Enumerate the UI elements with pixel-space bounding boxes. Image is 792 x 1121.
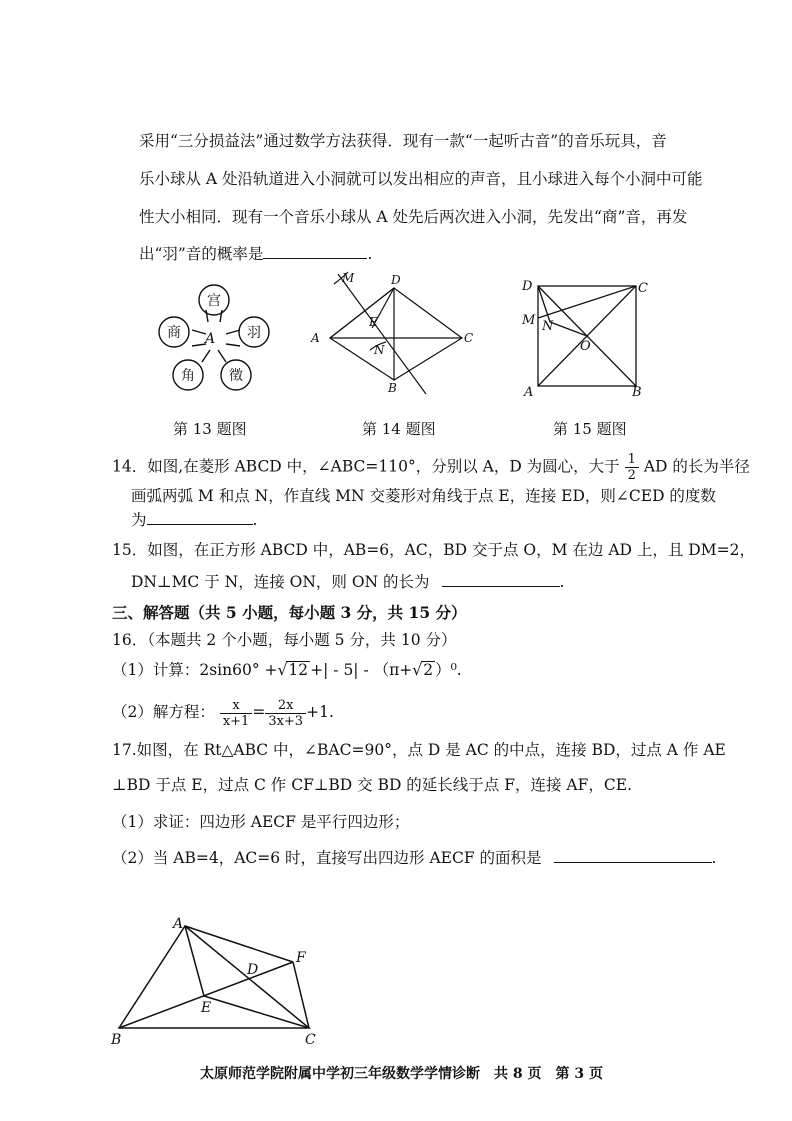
q16-intro: 16．（本题共 2 个小题，每小题 5 分，共 10 分） [112, 631, 457, 649]
sqrt-sign-1: √ [277, 661, 288, 679]
q13-answer-blank[interactable] [263, 244, 367, 259]
q15-line-1: 15．如图，在正方形 ABCD 中，AB=6，AC，BD 交于点 O，M 在边 AD 上，且 DM=2， [112, 541, 755, 559]
label-m: M [522, 313, 536, 328]
label-c: C [305, 1032, 316, 1048]
petal-label-jue: 角 [181, 368, 195, 384]
label-e: E [369, 315, 378, 329]
q13-line-2: 乐小球从 A 处沿轨道进入小洞就可以发出相应的声音，且小球进入每个小洞中可能 [139, 170, 703, 188]
label-c: C [638, 281, 648, 296]
fraction-left-numerator: x [220, 698, 253, 714]
petal-label-yu: 羽 [247, 325, 261, 341]
q16-p1-text-b: +| - 5| - （π+ [310, 661, 413, 679]
fraction-right-numerator: 2x [265, 698, 306, 714]
q15-line-2-text: DN⊥MC 于 N，连接 ON，则 ON 的长为 [131, 573, 430, 591]
sqrt-radicand-1: 12 [288, 661, 309, 679]
q14-line-3-text: 为 [131, 511, 147, 529]
q16-p2-text-b: +1. [306, 703, 334, 721]
q17-part-2 [112, 848, 716, 868]
q17-p2-text: （2）当 AB=4，AC=6 时，直接写出四边形 AECF 的面积是 [112, 849, 542, 867]
fraction-left [220, 698, 253, 729]
label-d: D [391, 273, 401, 287]
q13-line-3: 性大小相同．现有一个音乐小球从 A 处先后两次进入小洞，先发出“商”音，再发 [139, 208, 688, 226]
caption-fig15: 第 15 题图 [553, 420, 627, 438]
q17-line-2: ⊥BD 于点 E，过点 C 作 CF⊥BD 交 BD 的延长线于点 F，连接 AF，CE. [112, 776, 632, 794]
q17-line-1: 17.如图，在 Rt△ABC 中，∠BAC=90°，点 D 是 AC 的中点，连接 BD，过点 A 作 AE [112, 741, 726, 759]
label-f: F [296, 950, 306, 966]
caption-fig13: 第 13 题图 [173, 420, 247, 438]
q16-p1-text-c: ）⁰. [435, 661, 462, 679]
q14-answer-blank[interactable] [147, 510, 253, 525]
petal-label-gong: 宫 [207, 293, 221, 309]
fraction-numerator: 1 [625, 452, 639, 468]
fraction-right-denominator: 3x+3 [268, 713, 304, 729]
q17-answer-blank[interactable] [554, 848, 712, 863]
label-a: A [311, 331, 320, 345]
q17-part-1: （1）求证：四边形 AECF 是平行四边形； [112, 813, 410, 831]
q17-period: . [711, 849, 717, 867]
q13-line-4-text: 出“羽”音的概率是 [139, 245, 264, 263]
q14-period: . [252, 511, 258, 529]
section-3-heading: 三、解答题（共 5 小题，每小题 3 分，共 15 分） [112, 603, 467, 622]
q15-answer-blank[interactable] [442, 572, 560, 587]
page-footer: 太原师范学院附属中学初三年级数学学情诊断 共 8 页 第 3 页 [200, 1066, 603, 1082]
label-n: N [542, 319, 554, 334]
label-b: B [632, 385, 642, 400]
equals-sign: = [252, 703, 266, 721]
figure-13 [150, 282, 280, 394]
fraction-right [265, 698, 306, 729]
center-label-a: A [204, 331, 216, 347]
q14-line-1-tail: AD 的长为半径 [643, 457, 750, 476]
q13-line-1: 采用“三分损益法”通过数学方法获得．现有一款“一起听古音”的音乐玩具，音 [139, 132, 667, 150]
sqrt-radicand-2: 2 [423, 661, 434, 679]
figure-15 [518, 274, 650, 402]
q14-line-1-text: 14．如图,在菱形 ABCD 中，∠ABC=110°，分别以 A，D 为圆心，大于 [112, 457, 620, 476]
fraction-left-denominator: x+1 [222, 713, 250, 729]
q13-period: . [367, 245, 373, 263]
fraction-denominator: 2 [627, 468, 636, 483]
fraction-half [625, 452, 639, 483]
label-c: C [464, 331, 474, 345]
petal-label-zhi: 徵 [229, 368, 243, 384]
label-d: D [522, 279, 533, 294]
q13-line-4 [139, 244, 372, 264]
q15-line-2 [131, 572, 564, 592]
label-m: M [342, 271, 355, 285]
label-e: E [201, 1000, 212, 1016]
petal-label-shang: 商 [167, 325, 181, 341]
label-b: B [388, 381, 397, 395]
label-b: B [111, 1032, 122, 1048]
label-d: D [247, 962, 259, 978]
label-a: A [524, 385, 534, 400]
figure-17 [105, 910, 335, 1055]
q16-p1-text-a: （1）计算：2sin60° + [112, 661, 278, 679]
q14-line-3 [131, 510, 257, 530]
q16-part-1 [112, 660, 462, 680]
label-n: N [374, 343, 385, 357]
caption-fig14: 第 14 题图 [362, 420, 436, 438]
label-o: O [580, 339, 591, 354]
label-a: A [173, 916, 184, 932]
sqrt-sign-2: √ [412, 661, 423, 679]
q14-line-2: 画弧两弧 M 和点 N，作直线 MN 交菱形对角线于点 E，连接 ED，则∠CED 的度数 [131, 487, 716, 505]
q16-part-2 [112, 692, 334, 732]
q16-p2-text-a: （2）解方程： [112, 703, 215, 721]
q14-line-1 [112, 452, 750, 483]
q15-period: . [559, 573, 565, 591]
figure-14 [308, 268, 483, 398]
